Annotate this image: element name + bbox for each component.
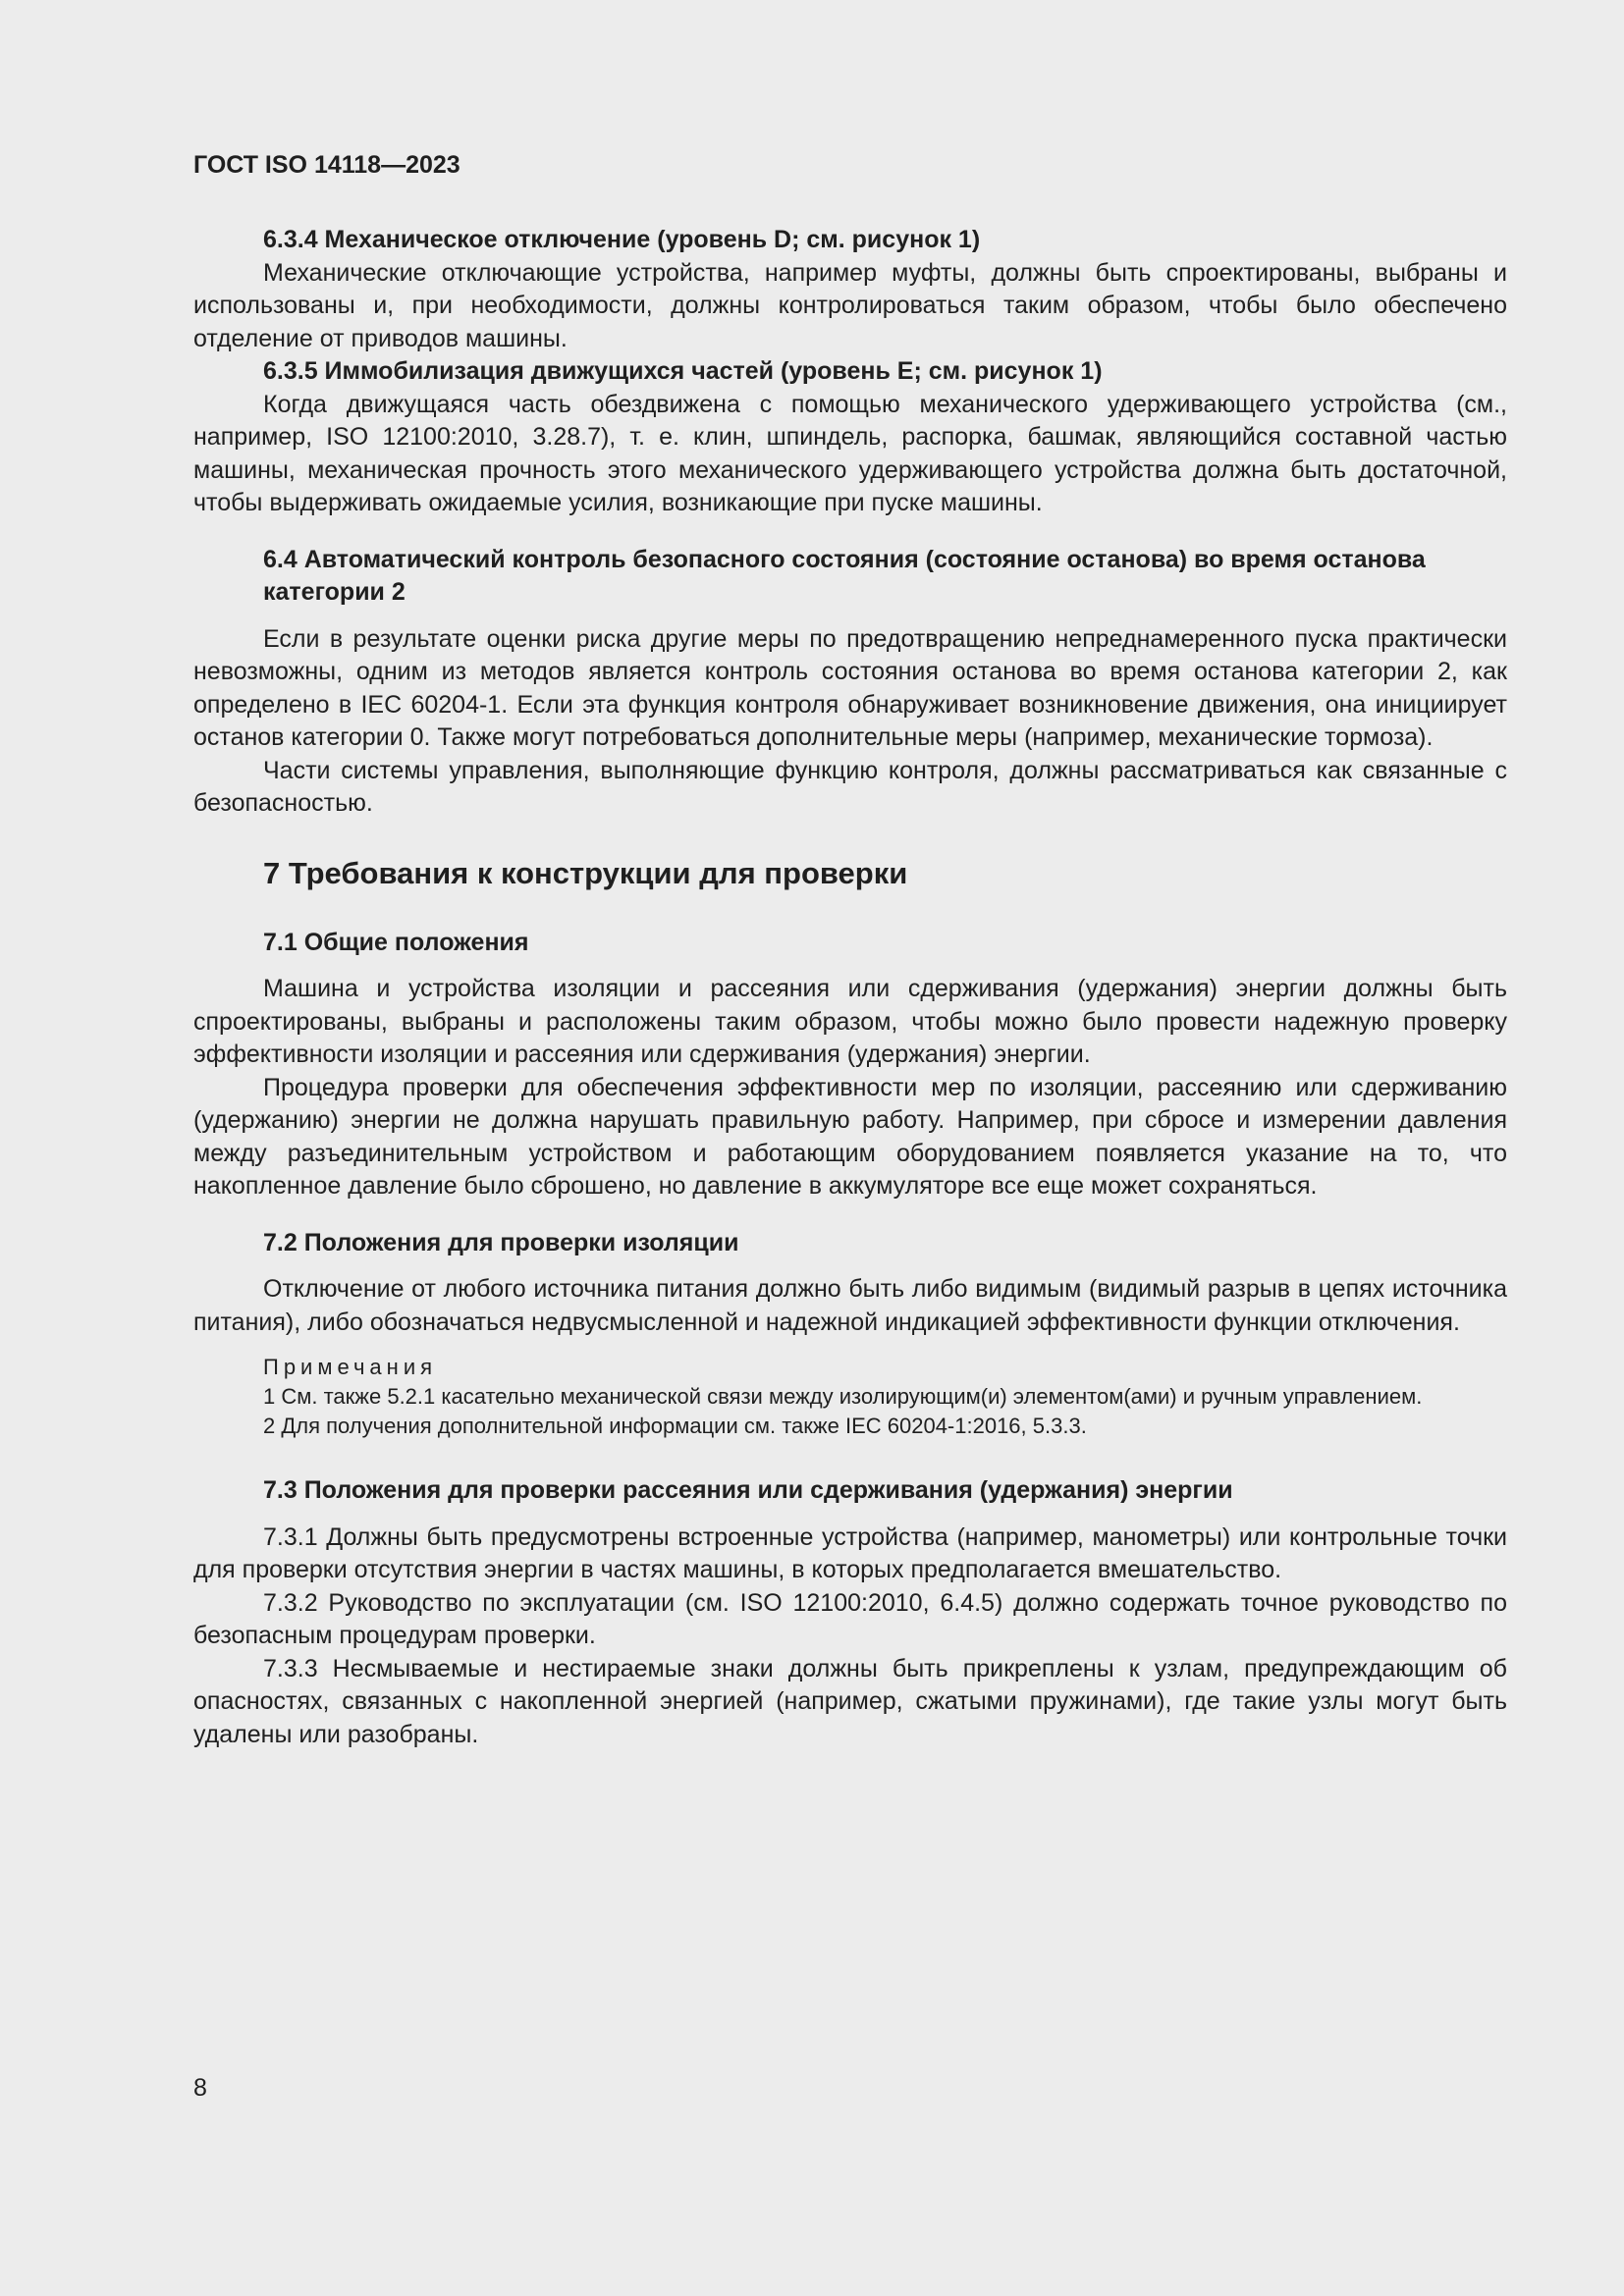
paragraph: Процедура проверки для обеспечения эффективности мер по изоляции, рассеянию или сдерживанию (удержанию) энергии не должна нарушать правильную работу. Например, при сбросе и измерении давления между разъединительным устройством и работающим оборудованием появляется указание на то, что накопленное давление было сброшено, но давление в аккумуляторе все еще может сохраняться. <box>193 1073 1507 1200</box>
paragraph: Когда движущаяся часть обездвижена с помощью механического удерживающего устройства (см., например, ISO 12100:2010, 3.28.7), т. е. клин, шпиндель, распорка, башмак, являющийся составной частью машины, механическая прочность этого механического удерживающего устройства должна быть достаточной, чтобы выдерживать ожидаемые усилия, возникающие при пуске машины. <box>193 390 1507 516</box>
notes-title: Примечания <box>263 1355 438 1379</box>
paragraph: Механические отключающие устройства, например муфты, должны быть спроектированы, выбраны и использованы и, при необходимости, должны контролироваться таким образом, чтобы было обеспечено отделение от приводов машины. <box>193 258 1507 352</box>
subsection-title-7-3: 7.3 Положения для проверки рассеяния или сдерживания (удержания) энергии <box>263 1476 1233 1504</box>
paragraph: Машина и устройства изоляции и рассеяния или сдерживания (удержания) энергии должны быть спроектированы, выбраны и расположены таким образом, чтобы можно было провести надежную проверку эффективности изоляции и рассеяния или сдерживания (удержания) энергии. <box>193 975 1507 1068</box>
document-code: ГОСТ ISO 14118—2023 <box>193 151 460 179</box>
page-number: 8 <box>193 2074 207 2102</box>
document-page <box>193 0 1507 2296</box>
clause-title-6-3-5: 6.3.5 Иммобилизация движущихся частей (уровень Е; см. рисунок 1) <box>263 357 1103 385</box>
paragraph: 7.3.2 Руководство по эксплуатации (см. ISO 12100:2010, 6.4.5) должно содержать точное руководство по безопасным процедурам проверки. <box>193 1588 1507 1649</box>
subsection-title-7-1: 7.1 Общие положения <box>263 928 529 956</box>
paragraph: 7.3.1 Должны быть предусмотрены встроенные устройства (например, манометры) или контрольные точки для проверки отсутствия энергии в частях машины, в которых предполагается вмешательство. <box>193 1522 1507 1583</box>
page-content <box>193 224 1507 1751</box>
paragraph: 7.3.3 Несмываемые и нестираемые знаки должны быть прикреплены к узлам, предупреждающим об опасностях, связанных с накопленной энергией (например, сжатыми пружинами), где такие узлы могут быть удалены или разобраны. <box>193 1654 1507 1748</box>
paragraph: Если в результате оценки риска другие меры по предотвращению непреднамеренного пуска практически невозможны, одним из методов является контроль состояния останова во время останова категории 2, как определено в IEC 60204-1. Если эта функция контроля обнаруживает возникновение движения, она инициирует останов категории 0. Также могут потребоваться дополнительные меры (например, механические тормоза). <box>193 624 1507 751</box>
clause-title-6-3-4: 6.3.4 Механическое отключение (уровень D; см. рисунок 1) <box>263 226 981 253</box>
subsection-title-6-4: 6.4 Автоматический контроль безопасного состояния (состояние останова) во время останова категории 2 <box>263 545 1426 606</box>
paragraph: Части системы управления, выполняющие функцию контроля, должны рассматриваться как связанные с безопасностью. <box>193 756 1507 817</box>
paragraph: Отключение от любого источника питания должно быть либо видимым (видимый разрыв в цепях источника питания), либо обозначаться недвусмысленной и надежной индикацией эффективности функции отключения. <box>193 1275 1507 1336</box>
subsection-title-7-2: 7.2 Положения для проверки изоляции <box>263 1228 739 1256</box>
note-1: 1 См. также 5.2.1 касательно механической связи между изолирующим(и) элементом(ами) и ручным управлением. <box>263 1384 1423 1409</box>
section-title-7: 7 Требования к конструкции для проверки <box>263 855 908 890</box>
note-2: 2 Для получения дополнительной информации см. также IEC 60204-1:2016, 5.3.3. <box>263 1414 1087 1438</box>
